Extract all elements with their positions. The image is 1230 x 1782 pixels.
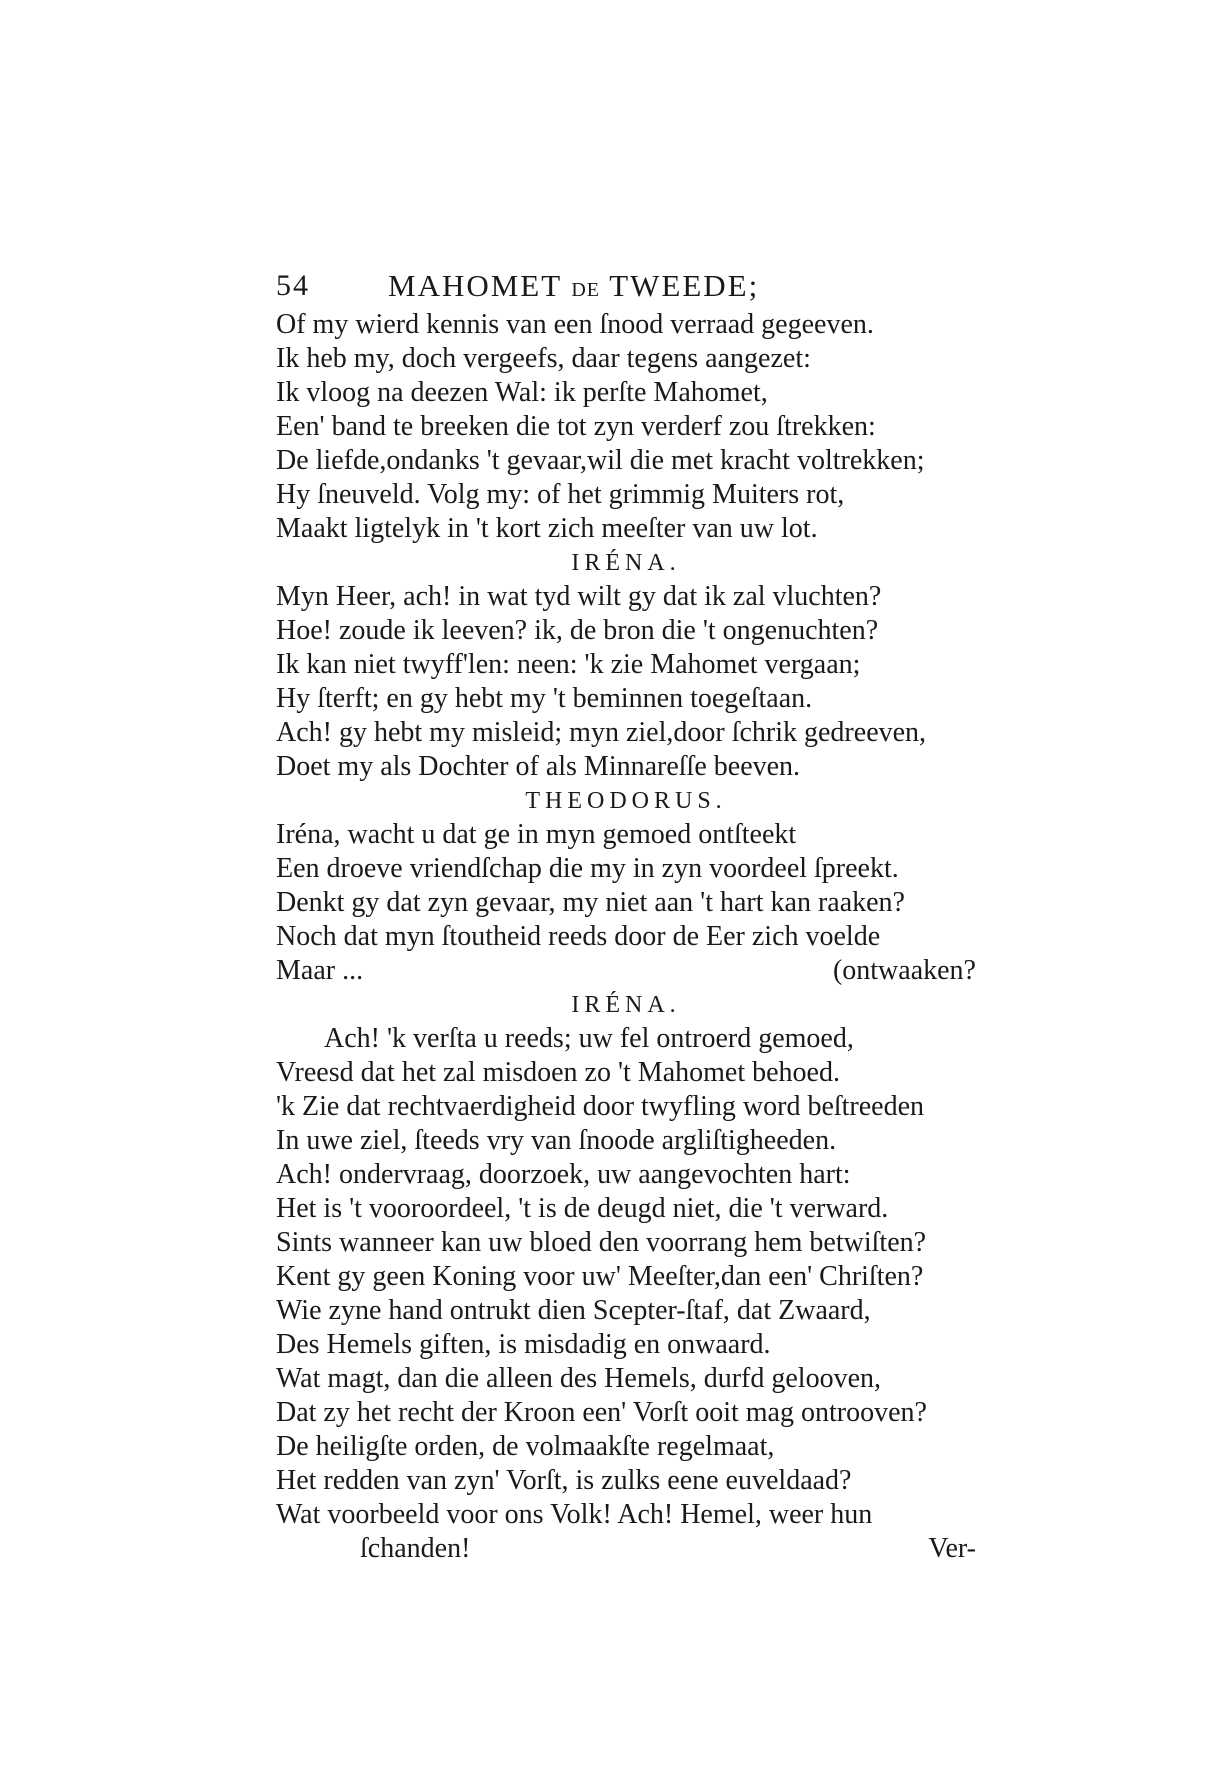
verse-line: Hy ſneuveld. Volg my: of het grimmig Muiters rot, <box>276 479 845 510</box>
verse-continuation: ſchanden! <box>360 1533 471 1564</box>
verse-line: Ik kan niet twyff'len: neen: 'k zie Mahomet vergaan; <box>276 649 861 680</box>
verse-line: De heiligſte orden, de volmaakſte regelmaat, <box>276 1431 775 1462</box>
verse-line: Kent gy geen Koning voor uw' Meeſter,dan een' Chriſten? <box>276 1261 924 1292</box>
verse-line: Hoe! zoude ik leeven? ik, de bron die 't ongenuchten? <box>276 615 879 646</box>
verse-line: Wat magt, dan die alleen des Hemels, durfd gelooven, <box>276 1363 881 1394</box>
verse-line: Iréna, wacht u dat ge in myn gemoed ontſteekt <box>276 819 797 850</box>
verse-line-split <box>276 954 976 988</box>
title-small: DE <box>571 279 601 301</box>
speaker-heading: IRÉNA. <box>571 550 681 576</box>
verse-line: Een' band te breeken die tot zyn verderf zou ſtrekken: <box>276 411 876 442</box>
verse-line: Of my wierd kennis van een ſnood verraad gegeeven. <box>276 309 874 340</box>
catchword: Ver- <box>928 1533 976 1564</box>
verse-line: Vreesd dat het zal misdoen zo 't Mahomet behoed. <box>276 1057 840 1088</box>
verse-line: Des Hemels giften, is misdadig en onwaard. <box>276 1329 771 1360</box>
speaker-heading: IRÉNA. <box>571 992 681 1018</box>
verse-line: Ik vloog na deezen Wal: ik perſte Mahomet, <box>276 377 768 408</box>
verse-line: 'k Zie dat rechtvaerdigheid door twyfling word beſtreeden <box>276 1091 925 1122</box>
verse-line: Het redden van zyn' Vorſt, is zulks eene euveldaad? <box>276 1465 852 1496</box>
running-header <box>276 264 976 308</box>
text-block <box>276 264 976 1566</box>
verse-line: Noch dat myn ſtoutheid reeds door de Eer zich voelde <box>276 921 881 952</box>
verse-line: Myn Heer, ach! in wat tyd wilt gy dat ik zal vluchten? <box>276 581 882 612</box>
verse-line: Ach! ondervraag, doorzoek, uw aangevochten hart: <box>276 1159 851 1190</box>
verse-line: Ach! gy hebt my misleid; myn ziel,door ſchrik gedreeven, <box>276 717 927 748</box>
verse-line: Wat voorbeeld voor ons Volk! Ach! Hemel, weer hun <box>276 1499 873 1530</box>
footer-line <box>276 1532 976 1566</box>
title-part2: TWEEDE; <box>600 268 760 303</box>
verse-line: Denkt gy dat zyn gevaar, my niet aan 't hart kan raaken? <box>276 887 905 918</box>
verse-line: In uwe ziel, ſteeds vry van ſnoode argliſtigheeden. <box>276 1125 837 1156</box>
page-number: 54 <box>276 269 310 302</box>
running-title <box>388 264 759 312</box>
verse-line: Het is 't vooroordeel, 't is de deugd niet, die 't verward. <box>276 1193 889 1224</box>
speaker-heading: THEODORUS. <box>525 788 727 814</box>
verse-line: Dat zy het recht der Kroon een' Vorſt ooit mag ontrooven? <box>276 1397 927 1428</box>
verse-line-indented: Ach! 'k verſta u reeds; uw fel ontroerd gemoed, <box>324 1023 854 1054</box>
verse-line: Doet my als Dochter of als Minnareſſe beeven. <box>276 751 801 782</box>
verse-line-left: Maar ... <box>276 955 364 986</box>
verse-line: Sints wanneer kan uw bloed den voorrang hem betwiſten? <box>276 1227 927 1258</box>
verse-line-turnover: (ontwaaken? <box>832 955 976 986</box>
title-part1: MAHOMET <box>388 268 572 303</box>
verse-line: Maakt ligtelyk in 't kort zich meeſter van uw lot. <box>276 513 818 544</box>
verse-line: Hy ſterft; en gy hebt my 't beminnen toegeſtaan. <box>276 683 813 714</box>
verse-line: Een droeve vriendſchap die my in zyn voordeel ſpreekt. <box>276 853 899 884</box>
verse-line: Ik heb my, doch vergeefs, daar tegens aangezet: <box>276 343 811 374</box>
verse-line: Wie zyne hand ontrukt dien Scepter-ſtaf, dat Zwaard, <box>276 1295 871 1326</box>
verse-line: De liefde,ondanks 't gevaar,wil die met kracht voltrekken; <box>276 445 925 476</box>
